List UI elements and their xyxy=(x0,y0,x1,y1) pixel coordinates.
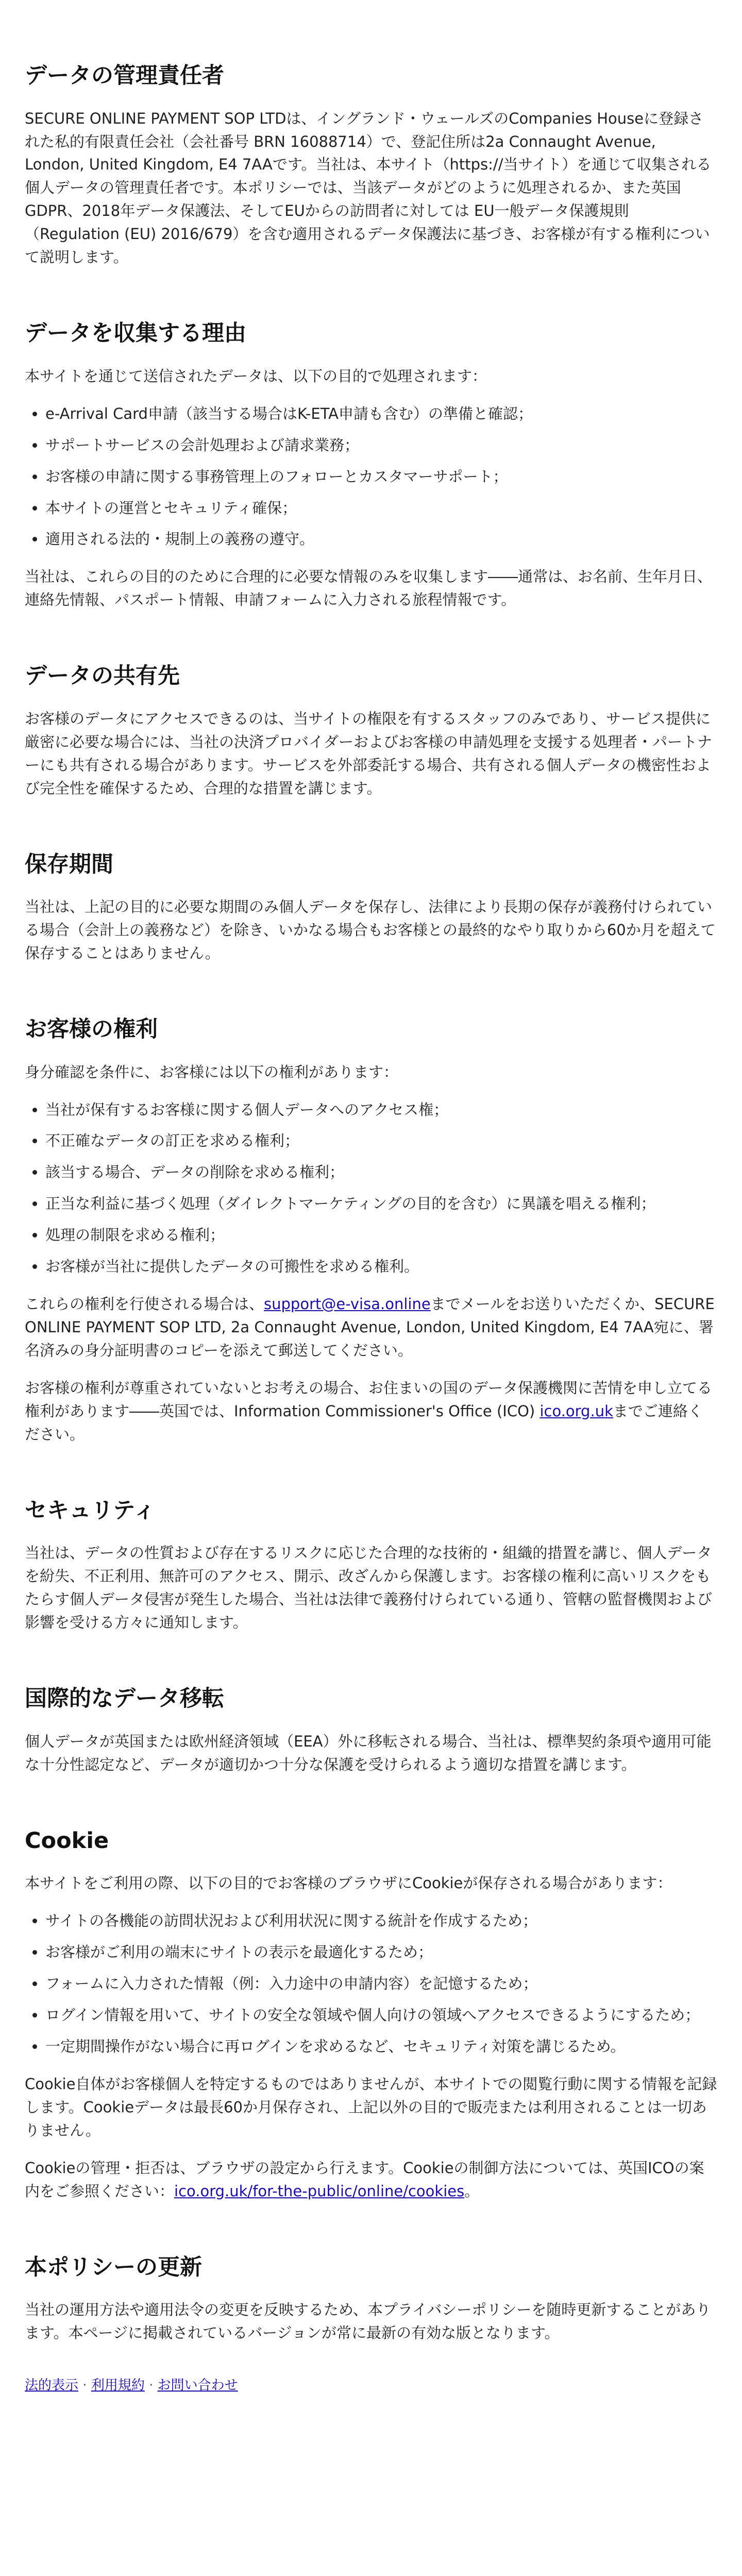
list-item: • サイトの各機能の訪問状況および利用状況に関する統計を作成するため； xyxy=(45,1909,717,1933)
rights-complaint-after: までご連絡ください。 xyxy=(25,1402,703,1443)
footer-separator: · xyxy=(149,2377,154,2393)
security-heading: セキュリティ xyxy=(25,1497,156,1523)
rights-section xyxy=(25,1016,717,1446)
cookie-heading: Cookie xyxy=(25,1827,109,1854)
rights-list xyxy=(25,1098,717,1279)
cookie-manage-before: Cookieの管理・拒否は、ブラウザの設定から行えます。Cookieの制御方法については、英国ICOの案内をご参照ください： xyxy=(25,2159,704,2200)
list-item: • お客様が当社に提供したデータの可搬性を求める権利。 xyxy=(45,1255,717,1278)
controller-heading: データの管理責任者 xyxy=(25,63,224,89)
list-item: • サポートサービスの会計処理および請求業務； xyxy=(45,434,717,457)
security-section xyxy=(25,1498,717,1634)
footer-link-legal-notice[interactable]: 法的表示 xyxy=(25,2377,79,2393)
list-item: • お客様の申請に関する事務管理上のフォローとカスタマーサポート； xyxy=(45,465,717,488)
list-item: • 一定期間操作がない場合に再ログインを求めるなど、セキュリティ対策を講じるため。 xyxy=(45,2035,717,2058)
controller-body: SECURE ONLINE PAYMENT SOP LTDは、イングランド・ウェールズのCompanies Houseに登録された私的有限責任会社（会社番号 BRN 16088714）で、登記住所は2a Connaught Avenue, London, United Kingdom, E4 7AAです。当社は、本サイト（https://当サイト）を通じて収集される個人データの管理責任者です。本ポリシーでは、当該データがどのように処理されるか、また英国GDPR、2018年データ保護法、そしてEUからの訪問者に対しては EU一般データ保護規則（Regulation (EU) 2016/679）を含む適用されるデータ保護法に基づき、お客様が有する権利について説明します。 xyxy=(25,109,712,266)
list-item: • 該当する場合、データの削除を求める権利； xyxy=(45,1161,717,1184)
ico-link[interactable]: ico.org.uk xyxy=(539,1402,613,1420)
transfers-body: 個人データが英国または欧州経済領域（EEA）外に移転される場合、当社は、標準契約条項や適用可能な十分性認定など、データが適切かつ十分な保護を受けられるよう適切な措置を講じます。 xyxy=(25,1732,712,1773)
footer-separator: · xyxy=(82,2377,87,2393)
rights-intro: 身分確認を条件に、お客様には以下の権利があります： xyxy=(25,1063,399,1081)
cookie-manage xyxy=(25,2157,717,2203)
cookie-purpose-list xyxy=(25,1909,717,2058)
cookie-intro: 本サイトをご利用の際、以下の目的でお客様のブラウザにCookieが保存される場合があります： xyxy=(25,1874,672,1892)
retention-heading: 保存期間 xyxy=(25,851,113,877)
collection-section xyxy=(25,320,717,612)
collection-heading: データを収集する理由 xyxy=(25,320,246,347)
updates-heading: 本ポリシーの更新 xyxy=(25,2254,202,2280)
cookie-manage-after: 。 xyxy=(464,2182,480,2200)
rights-contact-before: これらの権利を行使される場合は、 xyxy=(25,1295,264,1313)
sharing-section xyxy=(25,663,717,800)
retention-body: 当社は、上記の目的に必要な期間のみ個人データを保存し、法律により長期の保存が義務付けられている場合（会計上の義務など）を除き、いかなる場合もお客様との最終的なやり取りから60か月を超えて保存することはありません。 xyxy=(25,898,716,962)
collection-intro: 本サイトを通じて送信されたデータは、以下の目的で処理されます： xyxy=(25,367,487,385)
retention-section xyxy=(25,852,717,965)
security-body: 当社は、データの性質および存在するリスクに応じた合理的な技術的・組織的措置を講じ、個人データを紛失、不正利用、無許可のアクセス、開示、改ざんから保護します。お客様の権利に高いリスクをもたらす個人データ侵害が発生した場合、当社は法律で義務付けられている通り、管轄の監督機関および影響を受ける方々に通知します。 xyxy=(25,1544,713,1632)
sharing-heading: データの共有先 xyxy=(25,663,180,689)
list-item: • 処理の制限を求める権利； xyxy=(45,1224,717,1247)
rights-heading: お客様の権利 xyxy=(25,1016,158,1042)
list-item: • 本サイトの運営とセキュリティ確保； xyxy=(45,497,717,520)
updates-body: 当社の運用方法や適用法令の変更を反映するため、本プライバシーポリシーを随時更新することがあります。本ページに掲載されているバージョンが常に最新の有効な版となります。 xyxy=(25,2301,711,2342)
cookie-section xyxy=(25,1828,717,2203)
transfers-heading: 国際的なデータ移転 xyxy=(25,1686,224,1712)
footer-link-contact[interactable]: お問い合わせ xyxy=(157,2377,238,2393)
list-item: • 正当な利益に基づく処理（ダイレクトマーケティングの目的を含む）に異議を唱える権利； xyxy=(45,1192,717,1215)
footer-link-terms[interactable]: 利用規約 xyxy=(91,2377,145,2393)
updates-section xyxy=(25,2255,717,2345)
footer-links xyxy=(25,2376,717,2396)
list-item: • ログイン情報を用いて、サイトの安全な領域や個人向けの領域へアクセスできるようにするため； xyxy=(45,2004,717,2027)
list-item: • お客様がご利用の端末にサイトの表示を最適化するため； xyxy=(45,1941,717,1964)
controller-section xyxy=(25,63,717,269)
rights-contact xyxy=(25,1293,717,1362)
support-email-link[interactable]: support@e-visa.online xyxy=(264,1295,431,1313)
rights-contact-after: までメールをお送りいただくか、SECURE ONLINE PAYMENT SOP LTD, 2a Connaught Avenue, London, United Kingdom, E4 7AA宛に、署名済みの身分証明書のコピーを添えて郵送してください。 xyxy=(25,1295,715,1360)
sharing-body: お客様のデータにアクセスできるのは、当サイトの権限を有するスタッフのみであり、サービス提供に厳密に必要な場合には、当社の決済プロバイダーおよびお客様の申請処理を支援する処理者・パートナーにも共有される場合があります。サービスを外部委託する場合、共有される個人データの機密性および完全性を確保するため、合理的な措置を講じます。 xyxy=(25,709,713,797)
list-item: • フォームに入力された情報（例：入力途中の申請内容）を記憶するため； xyxy=(45,1972,717,1995)
list-item: • 適用される法的・規制上の義務の遵守。 xyxy=(45,528,717,551)
list-item: • 当社が保有するお客様に関する個人データへのアクセス権； xyxy=(45,1098,717,1122)
list-item: • e-Arrival Card申請（該当する場合はK-ETA申請も含む）の準備と確認； xyxy=(45,402,717,426)
collection-purpose-list xyxy=(25,402,717,551)
list-item: • 不正確なデータの訂正を求める権利； xyxy=(45,1129,717,1153)
transfers-section xyxy=(25,1686,717,1776)
ico-cookies-link[interactable]: ico.org.uk/for-the-public/online/cookies xyxy=(174,2182,465,2200)
cookie-note: Cookie自体がお客様個人を特定するものではありませんが、本サイトでの閲覧行動に関する情報を記録します。Cookieデータは最長60か月保存され、上記以外の目的で販売または利用されることは一切ありません。 xyxy=(25,2075,717,2139)
rights-complaint-before: お客様の権利が尊重されていないとお考えの場合、お住まいの国のデータ保護機関に苦情を申し立てる権利があります――英国では、Information Commissioner's Office (ICO) xyxy=(25,1379,713,1420)
rights-complaint xyxy=(25,1377,717,1446)
collection-outro: 当社は、これらの目的のために合理的に必要な情報のみを収集します――通常は、お名前、生年月日、連絡先情報、パスポート情報、申請フォームに入力される旅程情報です。 xyxy=(25,568,713,609)
